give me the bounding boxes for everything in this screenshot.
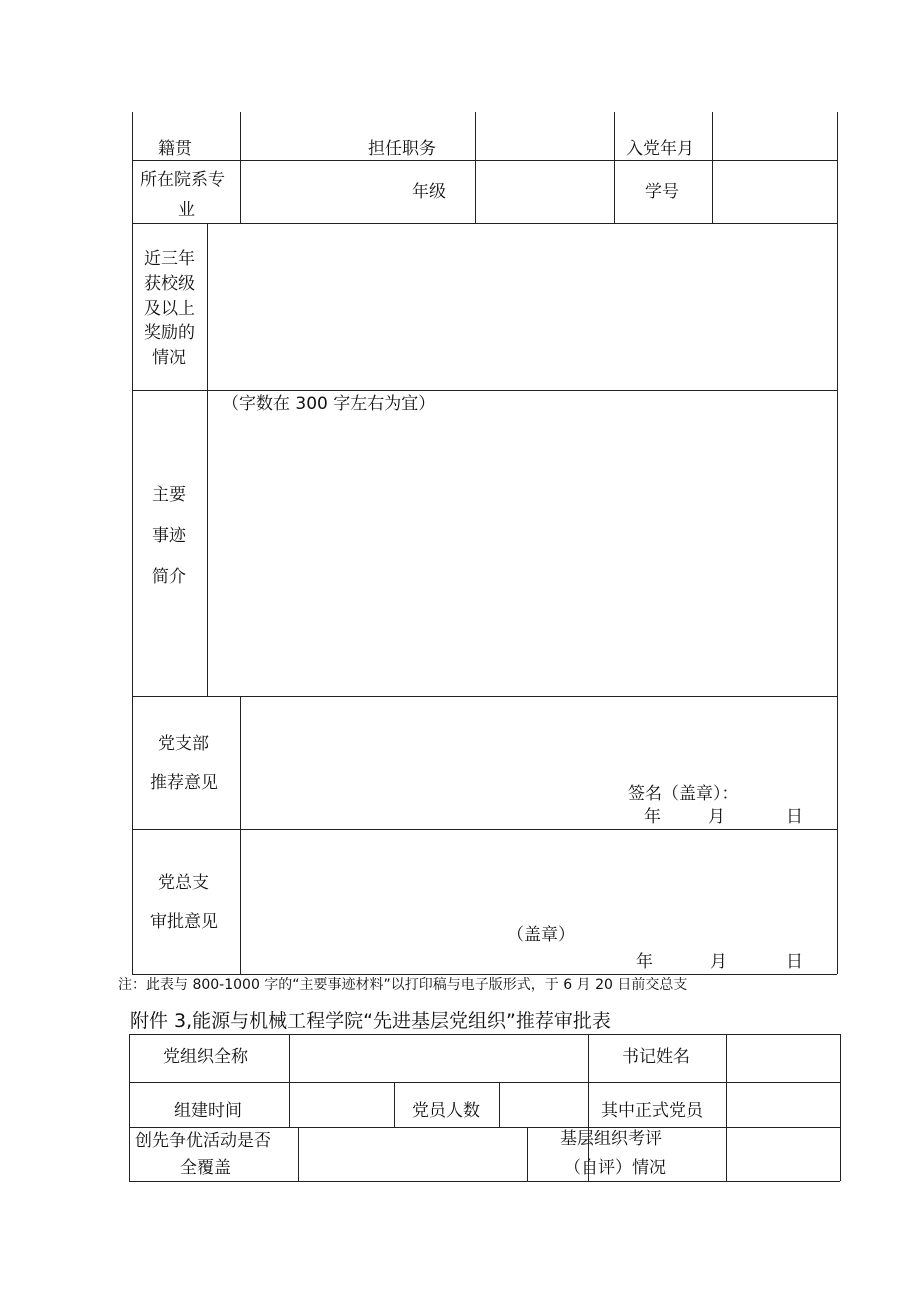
date-day: 日: [786, 952, 803, 972]
column-divider: [240, 696, 241, 974]
row-divider: [132, 696, 837, 697]
label-awards: 情况: [152, 348, 186, 368]
label-awards: 近三年: [144, 249, 195, 269]
label-department-major: 所在院系专: [140, 170, 225, 190]
appendix-title: 附件 3,能源与机械工程学院“先进基层党组织”推荐审批表: [130, 1010, 611, 1032]
table-border-top: [129, 1034, 840, 1035]
label-org-evaluation: （自评）情况: [564, 1158, 666, 1178]
label-founded-date: 组建时间: [174, 1101, 242, 1121]
table-border-right: [840, 1034, 841, 1181]
table-border-left: [129, 1034, 130, 1181]
label-grade: 年级: [412, 182, 446, 202]
label-awards: 奖励的: [144, 323, 195, 343]
label-member-count: 党员人数: [412, 1101, 480, 1121]
label-activity-coverage: 全覆盖: [180, 1158, 231, 1178]
column-divider: [289, 1034, 290, 1127]
label-org-full-name: 党组织全称: [163, 1047, 248, 1067]
row-divider: [132, 829, 837, 830]
row-divider: [132, 223, 837, 224]
column-divider: [240, 112, 241, 223]
table-border-left: [132, 112, 133, 974]
label-student-number: 学号: [645, 182, 679, 202]
label-org-evaluation: 基层组织考评: [560, 1129, 662, 1149]
submission-note: 注：此表与 800-1000 字的“主要事迹材料”以打印稿与电子版形式，于 6 月 20 日前交总支: [118, 977, 688, 993]
row-divider: [132, 160, 837, 161]
column-divider: [394, 1082, 395, 1127]
column-divider: [475, 112, 476, 223]
label-main-deeds: 事迹: [152, 526, 186, 546]
column-divider: [712, 112, 713, 223]
column-divider: [499, 1082, 500, 1127]
label-awards: 获校级: [144, 274, 195, 294]
label-general-approval: 审批意见: [150, 912, 218, 932]
row-divider: [129, 1082, 840, 1083]
column-divider: [207, 223, 208, 696]
label-department-major: 业: [178, 200, 195, 220]
date-year: 年: [644, 807, 661, 827]
date-month: 月: [708, 807, 725, 827]
signature-line: 签名（盖章）：: [628, 784, 739, 804]
label-general-approval: 党总支: [158, 873, 209, 893]
date-year: 年: [636, 952, 653, 972]
column-divider: [614, 112, 615, 223]
label-party-join-date: 入党年月: [626, 139, 694, 159]
column-divider: [726, 1034, 727, 1181]
column-divider: [298, 1127, 299, 1181]
date-day: 日: [786, 807, 803, 827]
row-divider: [132, 390, 837, 391]
label-branch-recommendation: 党支部: [158, 734, 209, 754]
label-activity-coverage: 创先争优活动是否: [135, 1131, 271, 1151]
label-main-deeds: 简介: [152, 567, 186, 587]
deeds-hint: （字数在 300 字左右为宜）: [222, 394, 436, 414]
label-position-held: 担任职务: [368, 139, 436, 159]
date-month: 月: [710, 952, 727, 972]
column-divider: [527, 1127, 528, 1181]
seal-line: （盖章）: [507, 925, 575, 945]
label-branch-recommendation: 推荐意见: [150, 773, 218, 793]
table-border-bottom: [129, 1181, 840, 1182]
label-awards: 及以上: [144, 299, 195, 319]
label-formal-members: 其中正式党员: [601, 1101, 703, 1121]
label-native-place: 籍贯: [158, 139, 192, 159]
label-secretary-name: 书记姓名: [622, 1047, 690, 1067]
label-main-deeds: 主要: [152, 485, 186, 505]
table-border-right: [837, 112, 838, 974]
row-divider: [129, 1127, 840, 1128]
table-border-bottom: [132, 974, 837, 975]
